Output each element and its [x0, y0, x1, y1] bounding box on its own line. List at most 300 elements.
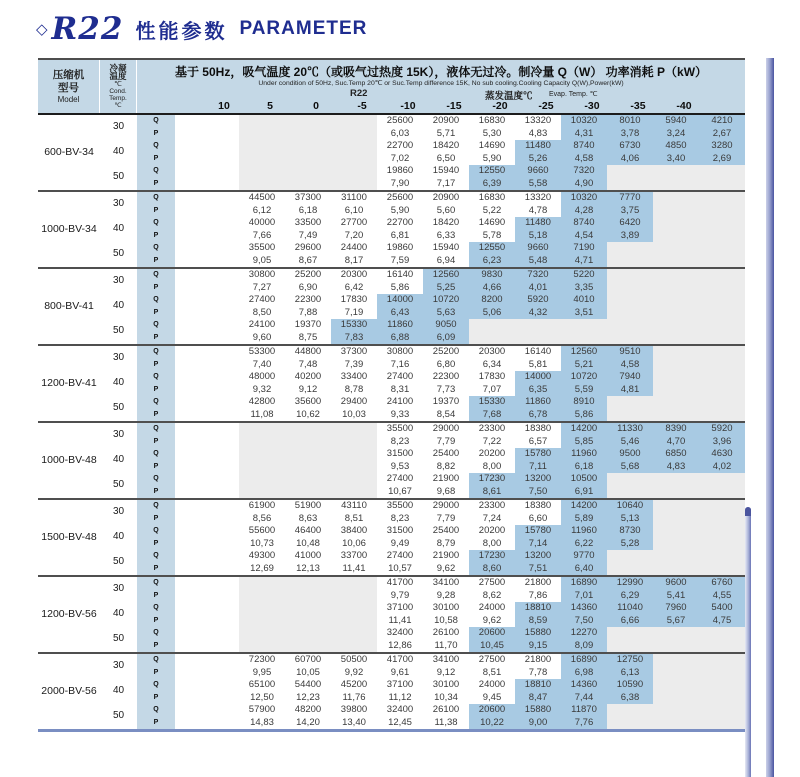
qp-label: Q: [137, 627, 175, 640]
capacity-cell: 15780: [515, 448, 561, 461]
empty-cell: [653, 704, 699, 717]
empty-cell: [699, 473, 745, 486]
empty-cell: [653, 345, 699, 359]
empty-cell: [239, 153, 285, 166]
empty-cell: [331, 128, 377, 141]
power-cell: 8,51: [331, 513, 377, 526]
empty-cell: [469, 319, 515, 332]
empty-cell: [607, 473, 653, 486]
empty-cell: [607, 242, 653, 255]
power-cell: 11,70: [423, 640, 469, 654]
capacity-cell: 27500: [469, 576, 515, 590]
cond-temp-column-header: [100, 60, 137, 113]
empty-cell: [285, 590, 331, 603]
qp-label: P: [137, 717, 175, 731]
capacity-cell: 5920: [515, 294, 561, 307]
power-row: [38, 282, 745, 295]
empty-cell: [331, 576, 377, 590]
power-cell: 6,33: [423, 230, 469, 243]
power-cell: 7,48: [285, 359, 331, 372]
evap-temp-col--35: -35: [630, 100, 646, 112]
qp-label: Q: [137, 242, 175, 255]
spacer-cell: [175, 563, 239, 577]
power-cell: 8,67: [285, 255, 331, 269]
empty-cell: [699, 307, 745, 320]
empty-cell: [699, 345, 745, 359]
qp-label: Q: [137, 550, 175, 563]
model-block-600-BV-34: [38, 115, 745, 191]
empty-cell: [469, 332, 515, 346]
capacity-cell: 5400: [699, 602, 745, 615]
capacity-cell: 22300: [285, 294, 331, 307]
spacer-cell: [175, 153, 239, 166]
capacity-cell: 12560: [423, 268, 469, 282]
capacity-row: [38, 268, 745, 282]
capacity-cell: 20200: [469, 448, 515, 461]
capacity-cell: 18810: [515, 679, 561, 692]
power-cell: 8,56: [239, 513, 285, 526]
model-name: 800-BV-41: [38, 268, 100, 345]
cond-temp-en: Cond.: [109, 88, 127, 96]
capacity-row: [38, 319, 745, 332]
capacity-cell: 5220: [561, 268, 607, 282]
model-name: 1000-BV-48: [38, 422, 100, 499]
performance-data-table: [38, 115, 745, 732]
capacity-cell: 48200: [285, 704, 331, 717]
spacer-cell: [175, 319, 239, 332]
power-cell: 6,60: [515, 513, 561, 526]
cond-temp-value: 40: [112, 300, 125, 312]
qp-label: Q: [137, 371, 175, 384]
power-cell: 7,90: [377, 178, 423, 192]
empty-cell: [331, 615, 377, 628]
power-cell: 7,59: [377, 255, 423, 269]
empty-cell: [285, 461, 331, 474]
empty-cell: [285, 448, 331, 461]
power-cell: 5,41: [653, 590, 699, 603]
model-name: 2000-BV-56: [38, 653, 100, 731]
capacity-cell: 27700: [331, 217, 377, 230]
capacity-cell: 30800: [377, 345, 423, 359]
power-cell: 6,18: [561, 461, 607, 474]
power-cell: 10,03: [331, 409, 377, 423]
power-cell: 6,12: [239, 205, 285, 218]
qp-label: Q: [137, 217, 175, 230]
empty-cell: [607, 563, 653, 577]
power-cell: 6,42: [331, 282, 377, 295]
cond-temp-en2: Temp.: [109, 95, 127, 103]
capacity-cell: 10500: [561, 473, 607, 486]
capacity-row: [38, 165, 745, 178]
empty-cell: [285, 115, 331, 128]
empty-cell: [285, 640, 331, 654]
qp-label: P: [137, 538, 175, 551]
capacity-cell: 15880: [515, 627, 561, 640]
power-cell: 4,55: [699, 590, 745, 603]
cond-temp-value: 40: [112, 223, 125, 235]
empty-cell: [653, 384, 699, 397]
empty-cell: [699, 205, 745, 218]
empty-cell: [699, 653, 745, 667]
power-cell: 9,62: [469, 615, 515, 628]
qp-label: P: [137, 384, 175, 397]
spacer-cell: [175, 307, 239, 320]
capacity-cell: 27400: [377, 473, 423, 486]
empty-cell: [699, 525, 745, 538]
cond-temp-value: 30: [100, 191, 137, 217]
capacity-cell: 61900: [239, 499, 285, 513]
capacity-cell: 14360: [561, 602, 607, 615]
cond-temp-value: 30: [100, 653, 137, 679]
power-cell: 7,86: [515, 590, 561, 603]
power-cell: 4,28: [561, 205, 607, 218]
capacity-cell: 41000: [285, 550, 331, 563]
power-cell: 8,61: [469, 486, 515, 500]
model-block-1000-BV-48: [38, 422, 745, 499]
capacity-cell: 26100: [423, 704, 469, 717]
capacity-cell: 23300: [469, 422, 515, 436]
empty-cell: [699, 242, 745, 255]
spacer-cell: [175, 242, 239, 255]
spacer-cell: [175, 576, 239, 590]
power-cell: 8,09: [561, 640, 607, 654]
capacity-row: [38, 345, 745, 359]
capacity-cell: 9510: [607, 345, 653, 359]
capacity-cell: 9660: [515, 242, 561, 255]
capacity-cell: 25400: [423, 525, 469, 538]
power-cell: 12,69: [239, 563, 285, 577]
brand-logo: R22: [51, 11, 124, 47]
capacity-cell: 8740: [561, 217, 607, 230]
power-cell: 9,32: [239, 384, 285, 397]
evap-temp-label-cn: 蒸发温度℃: [485, 91, 533, 102]
capacity-cell: 30100: [423, 602, 469, 615]
capacity-cell: 11040: [607, 602, 653, 615]
spacer-cell: [175, 653, 239, 667]
model-name: 1000-BV-34: [38, 191, 100, 268]
empty-cell: [239, 461, 285, 474]
power-cell: 7,50: [515, 486, 561, 500]
empty-cell: [239, 590, 285, 603]
power-cell: 5,68: [607, 461, 653, 474]
evap-temp-col--25: -25: [538, 100, 554, 112]
empty-cell: [239, 115, 285, 128]
spacer-cell: [175, 115, 239, 128]
empty-cell: [285, 486, 331, 500]
capacity-cell: 11960: [561, 448, 607, 461]
power-cell: 5,86: [377, 282, 423, 295]
power-row: [38, 436, 745, 449]
model-block-1200-BV-41: [38, 345, 745, 422]
power-row: [38, 409, 745, 423]
evap-temp-col--5: -5: [357, 100, 367, 112]
power-cell: 12,23: [285, 692, 331, 705]
power-cell: 10,05: [285, 667, 331, 680]
capacity-cell: 49300: [239, 550, 285, 563]
power-cell: 5,90: [469, 153, 515, 166]
capacity-cell: 11480: [515, 140, 561, 153]
power-cell: 3,35: [561, 282, 607, 295]
power-cell: 11,38: [423, 717, 469, 731]
capacity-cell: 4010: [561, 294, 607, 307]
table-header: [38, 58, 745, 115]
cond-temp-value: 50: [112, 479, 125, 491]
empty-cell: [653, 473, 699, 486]
power-cell: 5,78: [469, 230, 515, 243]
power-cell: 8,63: [285, 513, 331, 526]
power-row: [38, 692, 745, 705]
empty-cell: [331, 140, 377, 153]
empty-cell: [699, 217, 745, 230]
cond-temp-value: 50: [112, 556, 125, 568]
qp-label: Q: [137, 448, 175, 461]
power-cell: 11,08: [239, 409, 285, 423]
power-cell: 5,81: [515, 359, 561, 372]
empty-cell: [285, 602, 331, 615]
capacity-cell: 34100: [423, 653, 469, 667]
capacity-row: [38, 294, 745, 307]
empty-cell: [285, 422, 331, 436]
power-cell: 9,60: [239, 332, 285, 346]
spacer-cell: [175, 704, 239, 717]
spacer-cell: [175, 590, 239, 603]
power-cell: 6,81: [377, 230, 423, 243]
qp-label: Q: [137, 576, 175, 590]
spacer-cell: [175, 332, 239, 346]
power-cell: 6,22: [561, 538, 607, 551]
capacity-cell: 50500: [331, 653, 377, 667]
spacer-cell: [175, 525, 239, 538]
capacity-cell: 13200: [515, 473, 561, 486]
capacity-cell: 9770: [561, 550, 607, 563]
capacity-row: [38, 653, 745, 667]
capacity-cell: 12550: [469, 242, 515, 255]
empty-cell: [331, 178, 377, 192]
power-cell: 3,51: [561, 307, 607, 320]
cond-temp-value: 40: [112, 531, 125, 543]
power-cell: 11,41: [331, 563, 377, 577]
power-cell: 9,28: [423, 590, 469, 603]
qp-label: P: [137, 486, 175, 500]
empty-cell: [653, 717, 699, 731]
cond-temp-value: 40: [112, 454, 125, 466]
power-cell: 5,71: [423, 128, 469, 141]
capacity-cell: 16830: [469, 191, 515, 205]
power-cell: 4,54: [561, 230, 607, 243]
power-cell: 5,60: [423, 205, 469, 218]
power-cell: 6,34: [469, 359, 515, 372]
power-cell: 9,49: [377, 538, 423, 551]
capacity-cell: 14000: [377, 294, 423, 307]
empty-cell: [653, 396, 699, 409]
capacity-cell: 18810: [515, 602, 561, 615]
empty-cell: [699, 627, 745, 640]
empty-cell: [653, 359, 699, 372]
capacity-cell: 35500: [377, 422, 423, 436]
power-cell: 5,58: [515, 178, 561, 192]
power-cell: 5,63: [423, 307, 469, 320]
empty-cell: [699, 294, 745, 307]
empty-cell: [699, 178, 745, 192]
empty-cell: [331, 486, 377, 500]
model-name: 600-BV-34: [44, 146, 94, 159]
empty-cell: [653, 538, 699, 551]
empty-cell: [285, 615, 331, 628]
title-english: PARAMETER: [239, 18, 368, 39]
capacity-cell: 6760: [699, 576, 745, 590]
capacity-cell: 25600: [377, 115, 423, 128]
capacity-cell: 10640: [607, 499, 653, 513]
evap-temp-col--10: -10: [400, 100, 416, 112]
capacity-row: [38, 704, 745, 717]
empty-cell: [607, 307, 653, 320]
spacer-cell: [175, 396, 239, 409]
capacity-cell: 44500: [239, 191, 285, 205]
empty-cell: [653, 667, 699, 680]
power-cell: 7,51: [515, 563, 561, 577]
capacity-cell: 44800: [285, 345, 331, 359]
empty-cell: [653, 525, 699, 538]
capacity-row: [38, 602, 745, 615]
spacer-cell: [175, 294, 239, 307]
capacity-cell: 14360: [561, 679, 607, 692]
power-cell: 3,40: [653, 153, 699, 166]
capacity-row: [38, 371, 745, 384]
capacity-cell: 24100: [239, 319, 285, 332]
capacity-cell: 8740: [561, 140, 607, 153]
qp-label: Q: [137, 294, 175, 307]
power-cell: 7,78: [515, 667, 561, 680]
qp-label: Q: [137, 396, 175, 409]
empty-cell: [285, 576, 331, 590]
power-cell: 7,39: [331, 359, 377, 372]
power-row: [38, 230, 745, 243]
power-cell: 14,83: [239, 717, 285, 731]
power-cell: 7,49: [285, 230, 331, 243]
cond-temp-value: 50: [112, 325, 125, 337]
capacity-cell: 12270: [561, 627, 607, 640]
capacity-cell: 24000: [469, 602, 515, 615]
empty-cell: [699, 550, 745, 563]
spacer-cell: [175, 255, 239, 269]
capacity-row: [38, 396, 745, 409]
power-cell: 4,70: [653, 436, 699, 449]
power-cell: 3,96: [699, 436, 745, 449]
capacity-cell: 33700: [331, 550, 377, 563]
empty-cell: [653, 268, 699, 282]
qp-label: P: [137, 563, 175, 577]
empty-cell: [239, 140, 285, 153]
power-cell: 7,24: [469, 513, 515, 526]
qp-label: Q: [137, 140, 175, 153]
empty-cell: [653, 679, 699, 692]
capacity-cell: 35500: [377, 499, 423, 513]
power-cell: 7,79: [423, 513, 469, 526]
capacity-cell: 16890: [561, 653, 607, 667]
power-cell: 8,23: [377, 436, 423, 449]
power-row: [38, 307, 745, 320]
power-cell: 4,81: [607, 384, 653, 397]
capacity-row: [38, 499, 745, 513]
capacity-cell: 10320: [561, 115, 607, 128]
power-cell: 2,69: [699, 153, 745, 166]
empty-cell: [607, 165, 653, 178]
power-cell: 4,58: [607, 359, 653, 372]
power-row: [38, 384, 745, 397]
capacity-cell: 17230: [469, 473, 515, 486]
power-row: [38, 205, 745, 218]
spacer-cell: [175, 165, 239, 178]
power-row: [38, 461, 745, 474]
capacity-cell: 41700: [377, 653, 423, 667]
spacer-cell: [175, 486, 239, 500]
power-cell: 6,66: [607, 615, 653, 628]
spacer-cell: [175, 384, 239, 397]
power-row: [38, 640, 745, 654]
cond-temp-cn2: 温度: [109, 71, 127, 82]
capacity-cell: 37300: [331, 345, 377, 359]
power-cell: 8,54: [423, 409, 469, 423]
capacity-cell: 37300: [285, 191, 331, 205]
power-cell: 6,18: [285, 205, 331, 218]
capacity-cell: 15940: [423, 165, 469, 178]
qp-label: Q: [137, 268, 175, 282]
capacity-cell: 57900: [239, 704, 285, 717]
spacer-cell: [175, 140, 239, 153]
capacity-cell: 18420: [423, 217, 469, 230]
capacity-cell: 7320: [515, 268, 561, 282]
capacity-cell: 10720: [423, 294, 469, 307]
power-cell: 6,13: [607, 667, 653, 680]
capacity-cell: 8390: [653, 422, 699, 436]
power-cell: 7,40: [239, 359, 285, 372]
empty-cell: [285, 140, 331, 153]
power-cell: 6,03: [377, 128, 423, 141]
empty-cell: [699, 409, 745, 423]
empty-cell: [607, 486, 653, 500]
empty-cell: [607, 255, 653, 269]
capacity-cell: 33500: [285, 217, 331, 230]
empty-cell: [699, 667, 745, 680]
capacity-cell: 3280: [699, 140, 745, 153]
capacity-cell: 7320: [561, 165, 607, 178]
empty-cell: [607, 282, 653, 295]
capacity-cell: 7940: [607, 371, 653, 384]
power-cell: 4,01: [515, 282, 561, 295]
power-row: [38, 255, 745, 269]
evap-temp-label-en: Evap. Temp. ℃: [549, 91, 598, 98]
empty-cell: [331, 115, 377, 128]
qp-label: P: [137, 307, 175, 320]
capacity-cell: 24000: [469, 679, 515, 692]
power-cell: 5,86: [561, 409, 607, 423]
capacity-row: [38, 448, 745, 461]
power-cell: 6,23: [469, 255, 515, 269]
qp-label: P: [137, 615, 175, 628]
empty-cell: [653, 499, 699, 513]
capacity-cell: 42800: [239, 396, 285, 409]
capacity-cell: 37100: [377, 602, 423, 615]
capacity-cell: 17830: [469, 371, 515, 384]
capacity-cell: 32400: [377, 704, 423, 717]
model-header-en: Model: [57, 94, 80, 104]
capacity-cell: 25200: [423, 345, 469, 359]
capacity-cell: 37100: [377, 679, 423, 692]
power-cell: 7,02: [377, 153, 423, 166]
empty-cell: [285, 473, 331, 486]
capacity-cell: 46400: [285, 525, 331, 538]
capacity-row: [38, 115, 745, 128]
